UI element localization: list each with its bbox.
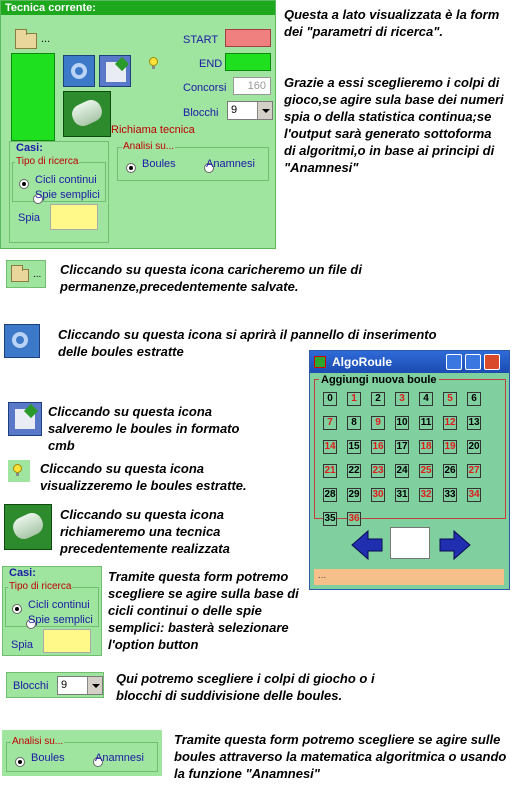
number-cell-33[interactable]: 33	[444, 489, 456, 500]
number-cell-32[interactable]: 32	[420, 489, 432, 500]
number-cell-31[interactable]: 31	[396, 489, 408, 500]
description-6: Cliccando su questa icona visualizzeremo le boules estratte.	[40, 461, 247, 493]
number-cell-17[interactable]: 17	[396, 441, 408, 452]
number-cell-21[interactable]: 21	[324, 465, 336, 476]
number-cell-13[interactable]: 13	[468, 417, 480, 428]
maximize-button[interactable]	[465, 354, 481, 370]
green-display-box	[11, 53, 55, 141]
boules-radio[interactable]	[126, 163, 136, 173]
gear-icon[interactable]	[63, 55, 95, 87]
recall-technique-icon[interactable]	[4, 504, 52, 550]
form-title-bar	[1, 1, 275, 15]
number-cell-19[interactable]: 19	[444, 441, 456, 452]
folder-open-icon[interactable]	[15, 33, 37, 49]
spia-field-small[interactable]	[43, 629, 91, 653]
tipo-ricerca-frame	[12, 156, 106, 202]
casi-form	[2, 566, 102, 656]
spie-label: Spie semplici	[35, 189, 100, 201]
cicli-label: Cicli continui	[35, 174, 97, 186]
number-cell-8[interactable]: 8	[347, 416, 361, 430]
spia-label: Spia	[18, 212, 41, 224]
number-cell-6[interactable]: 6	[467, 392, 481, 406]
description-8: Tramite questa form potremo scegliere se agire sulla base di cicli continui o delle spie semplici: basterà selezionare l'option button	[108, 569, 299, 652]
number-cell-36[interactable]: 36	[348, 513, 360, 524]
spia-field[interactable]	[50, 204, 98, 230]
blocchi-select[interactable]	[227, 101, 273, 120]
number-cell-23[interactable]: 23	[372, 465, 384, 476]
blocchi-value-small: 9	[61, 679, 68, 691]
chevron-down-icon[interactable]	[257, 102, 272, 119]
number-cell-15[interactable]: 15	[348, 441, 360, 452]
bulb-panel	[8, 460, 30, 482]
chevron-down-icon[interactable]	[87, 677, 102, 694]
number-cell-28[interactable]: 28	[324, 489, 336, 500]
number-cell-22[interactable]: 22	[348, 465, 360, 476]
concorsi-value: 160	[247, 80, 266, 92]
folder-dots: ...	[41, 33, 51, 45]
number-cell-16[interactable]: 16	[372, 441, 384, 452]
number-cell-24[interactable]: 24	[396, 465, 408, 476]
blocchi-value: 9	[231, 104, 238, 116]
number-cell-12[interactable]: 12	[444, 417, 456, 428]
description-3: Cliccando su questa icona caricheremo un file di permanenze,precedentemente salvate.	[60, 262, 362, 294]
cicli-radio[interactable]	[19, 179, 29, 189]
arrow-left-icon[interactable]	[350, 529, 384, 561]
end-field[interactable]	[225, 53, 271, 71]
start-field[interactable]	[225, 29, 271, 47]
description-9: Qui potremo scegliere i colpi di giocho o i blocchi di suddivisione delle boules.	[116, 671, 375, 703]
start-label: START	[183, 34, 219, 46]
tipo-ricerca-legend-small: Tipo di ricerca	[9, 581, 72, 592]
casi-label-small: Casi:	[9, 567, 36, 579]
analisi-frame	[117, 141, 269, 181]
save-disk-icon[interactable]	[99, 55, 131, 87]
algoroule-titlebar	[310, 351, 509, 373]
anamnesi-label: Anamnesi	[206, 158, 255, 170]
blocchi-label-small: Blocchi	[13, 680, 49, 692]
description-1: Questa a lato visualizzata è la form dei "parametri di ricerca".	[284, 7, 500, 39]
algoroule-window	[309, 350, 510, 590]
close-button[interactable]	[484, 354, 500, 370]
analisi-legend-small: Analisi su...	[12, 736, 64, 747]
status-bar	[314, 569, 504, 585]
number-cell-14[interactable]: 14	[324, 441, 336, 452]
casi-label: Casi:	[16, 142, 43, 154]
number-cell-2[interactable]: 2	[371, 392, 385, 406]
number-cell-5[interactable]: 5	[443, 392, 457, 406]
number-cell-20[interactable]: 20	[468, 441, 480, 452]
number-cell-9[interactable]: 9	[371, 416, 385, 430]
end-label: END	[199, 58, 223, 70]
description-4: Cliccando su questa icona si aprirà il pannello di inserimento delle boules estratte	[58, 327, 437, 359]
number-cell-4[interactable]: 4	[419, 392, 433, 406]
analisi-panel	[2, 730, 162, 776]
number-cell-3[interactable]: 3	[395, 392, 409, 406]
spie-label-small: Spie semplici	[28, 614, 93, 626]
small-folder-panel	[6, 260, 46, 288]
description-10: Tramite questa form potremo scegliere se agire sulle boules attraverso la matematica algoritmica o usando la funzione "Anamnesi"	[174, 732, 507, 781]
description-2: Grazie a essi sceglieremo i colpi di gioco,se agire sula base dei numeri spia o della statistica continua;se l'output sarà generato sottoforma di algoritmi,o in base ai principi di "Anamnesi"	[284, 75, 504, 175]
number-cell-10[interactable]: 10	[396, 417, 408, 428]
number-cell-26[interactable]: 26	[444, 465, 456, 476]
number-cell-30[interactable]: 30	[372, 489, 384, 500]
blocchi-select-small[interactable]	[57, 676, 103, 695]
small-folder-dots: ...	[33, 269, 42, 280]
form-title: Tecnica corrente:	[5, 2, 96, 14]
boule-input[interactable]	[390, 527, 430, 559]
recall-technique-icon[interactable]	[63, 91, 111, 137]
minimize-button[interactable]	[446, 354, 462, 370]
lightbulb-icon[interactable]	[149, 57, 158, 66]
main-form	[0, 0, 276, 249]
boule-group	[314, 374, 506, 524]
number-cell-1[interactable]: 1	[347, 392, 361, 406]
blocchi-panel	[6, 672, 104, 698]
number-cell-18[interactable]: 18	[420, 441, 432, 452]
analisi-legend: Analisi su...	[123, 141, 175, 152]
blocchi-label: Blocchi	[183, 107, 219, 119]
concorsi-label: Concorsi	[183, 82, 227, 94]
boule-group-label: Aggiungi nuova boule	[321, 374, 437, 386]
status-text: ...	[318, 570, 327, 581]
cicli-label-small: Cicli continui	[28, 599, 90, 611]
cicli-radio-small[interactable]	[12, 604, 22, 614]
analisi-frame-small	[6, 736, 158, 772]
boules-radio-small[interactable]	[15, 757, 25, 767]
boules-label: Boules	[142, 158, 176, 170]
number-cell-11[interactable]: 11	[420, 417, 432, 428]
number-cell-29[interactable]: 29	[348, 489, 360, 500]
number-cell-27[interactable]: 27	[468, 465, 480, 476]
number-cell-0[interactable]: 0	[323, 392, 337, 406]
description-7: Cliccando su questa icona richiameremo una tecnica precedentemente realizzata	[60, 507, 230, 556]
lightbulb-icon[interactable]	[13, 464, 22, 473]
gear-icon[interactable]	[4, 324, 40, 358]
description-5: Cliccando su questa icona salveremo le boules in formato cmb	[48, 404, 240, 453]
number-cell-7[interactable]: 7	[323, 416, 337, 430]
save-disk-icon[interactable]	[8, 402, 42, 436]
boules-label-small: Boules	[31, 752, 65, 764]
casi-frame	[9, 141, 109, 243]
richiama-label: Richiama tecnica	[111, 124, 195, 136]
tipo-ricerca-legend: Tipo di ricerca	[16, 156, 79, 167]
tipo-ricerca-frame-small	[5, 581, 99, 627]
concorsi-field[interactable]	[233, 77, 271, 95]
number-cell-35[interactable]: 35	[324, 513, 336, 524]
spia-label-small: Spia	[11, 639, 34, 651]
algoroule-title: AlgoRoule	[332, 355, 392, 369]
number-cell-34[interactable]: 34	[468, 489, 480, 500]
folder-open-icon[interactable]	[11, 269, 29, 282]
arrow-right-icon[interactable]	[438, 529, 472, 561]
number-cell-25[interactable]: 25	[420, 465, 432, 476]
app-icon	[314, 356, 326, 368]
anamnesi-label-small: Anamnesi	[95, 752, 144, 764]
